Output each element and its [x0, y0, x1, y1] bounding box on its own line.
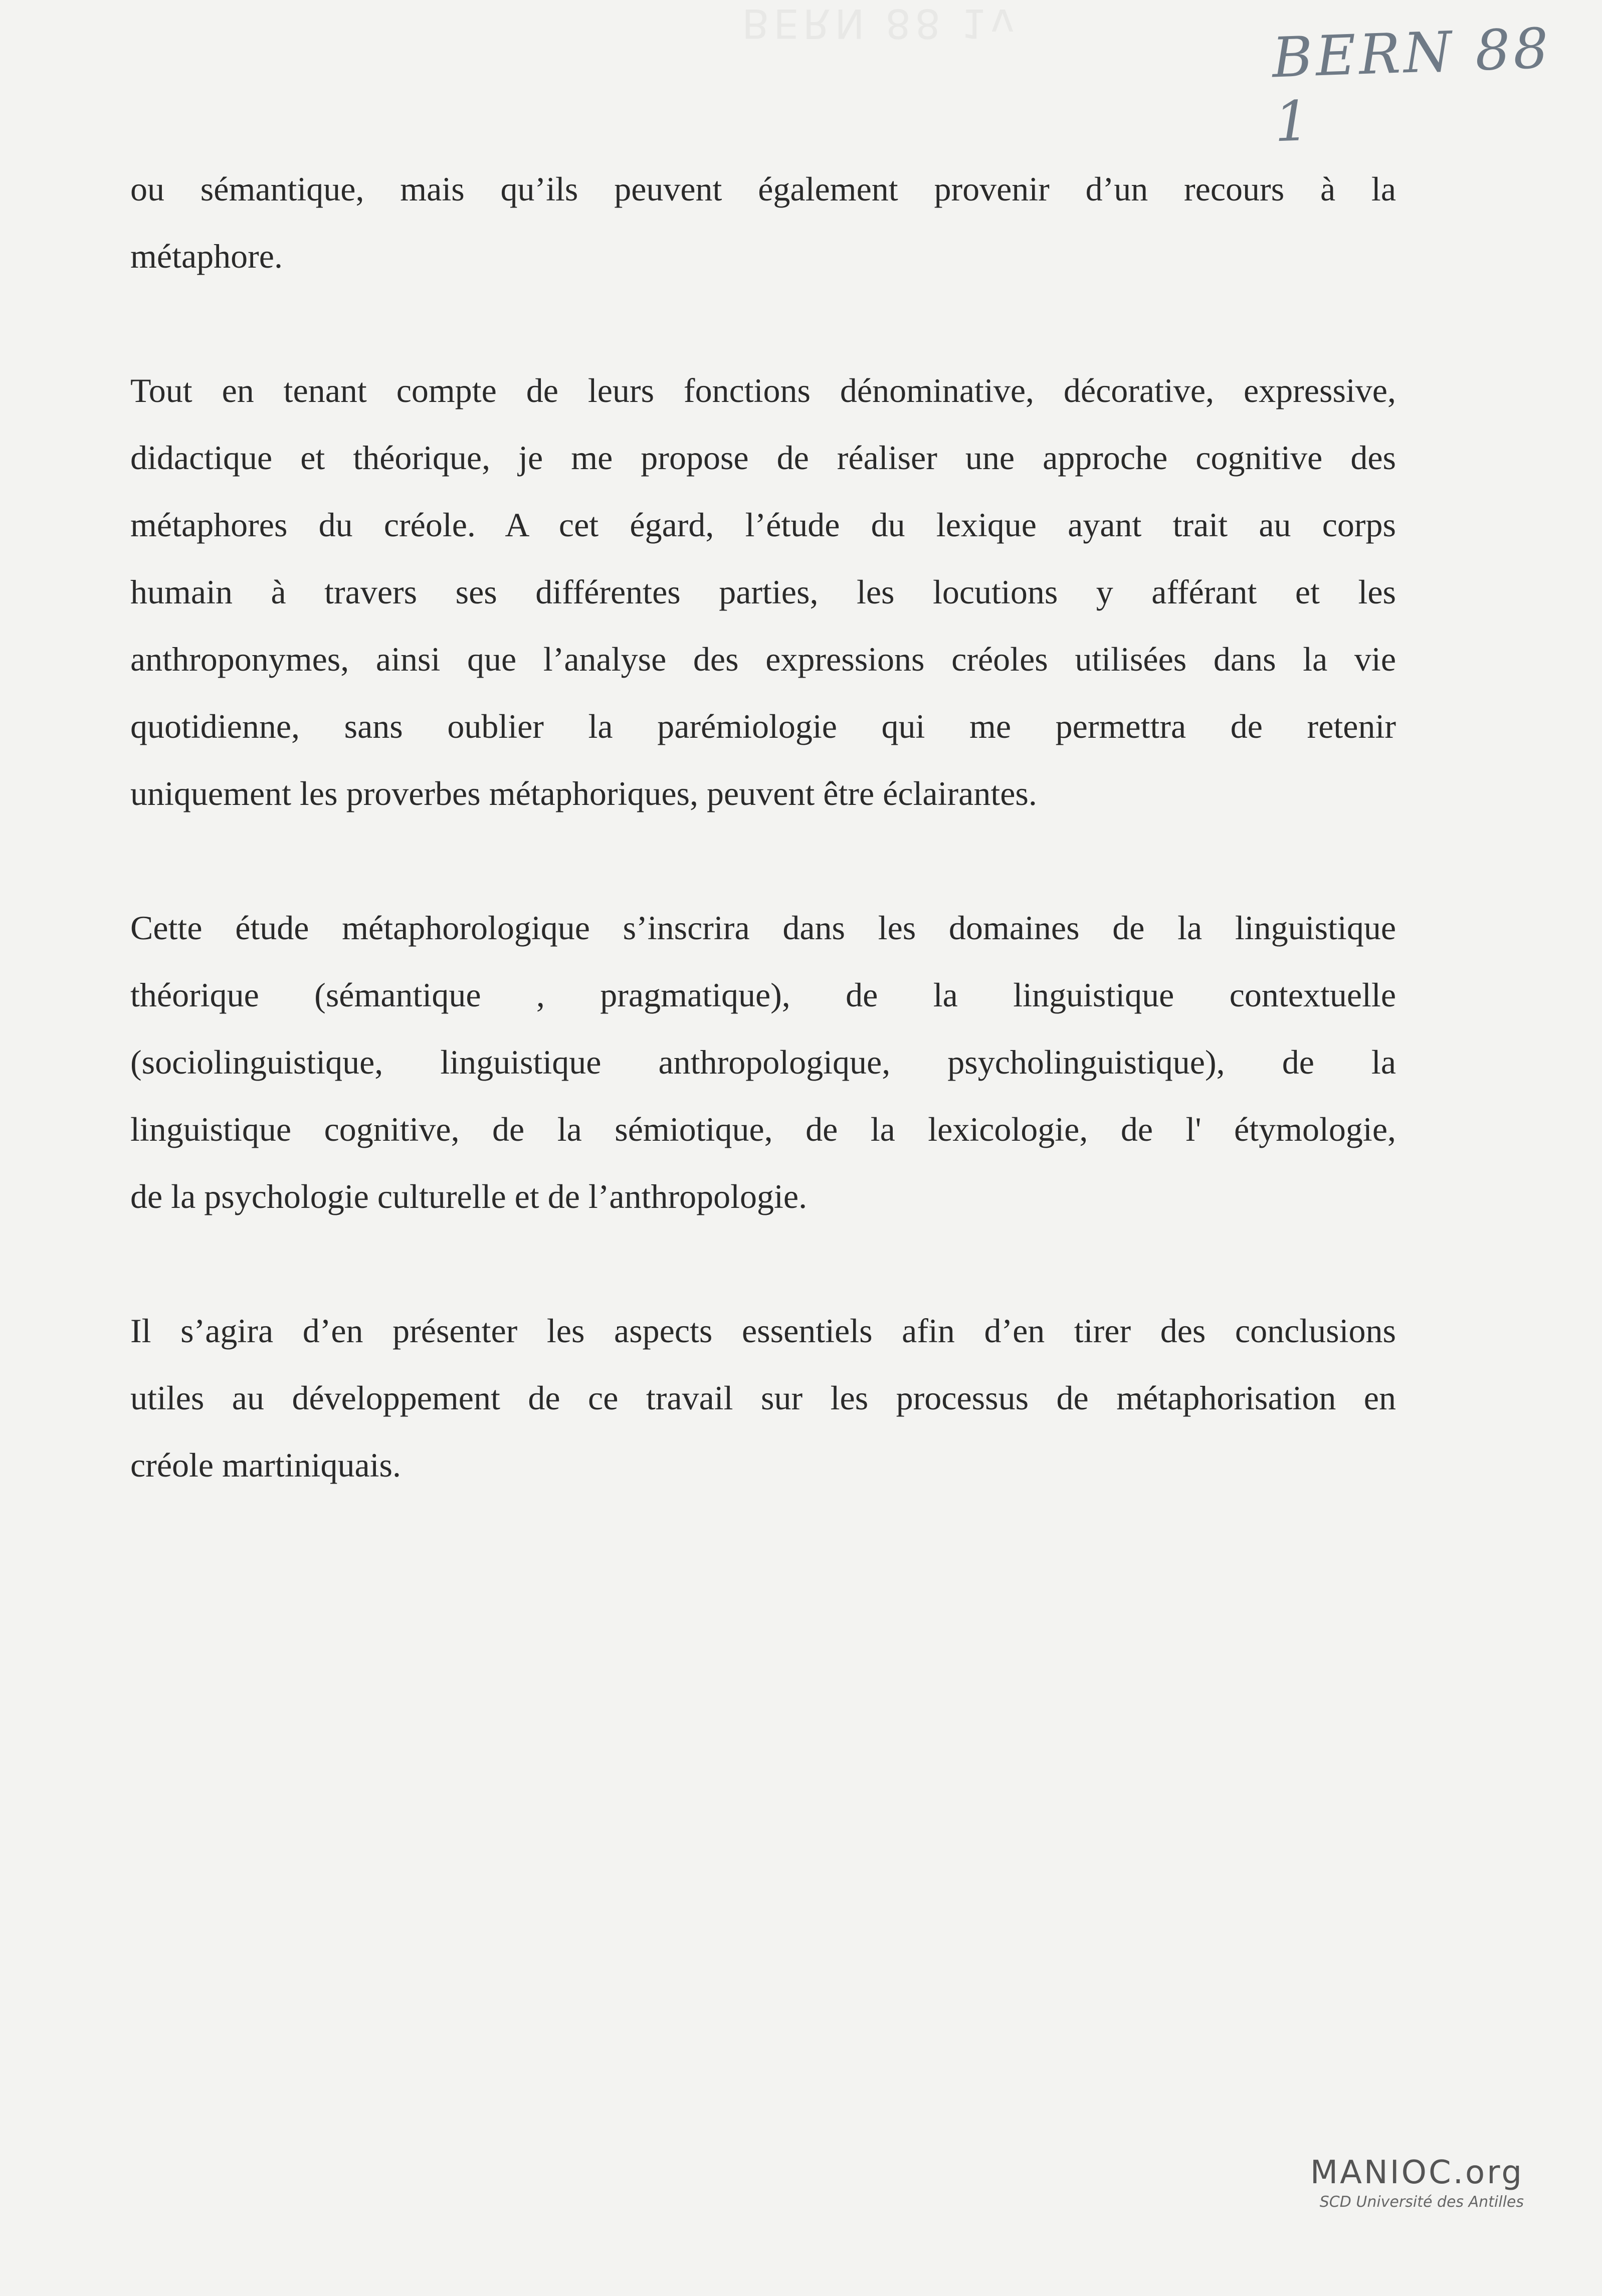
- text-line: métaphore.: [130, 237, 283, 275]
- text-line: anthroponymes, ainsi que l’analyse des expressions créoles utilisées dans la vie: [130, 640, 1396, 678]
- text-line: Tout en tenant compte de leurs fonctions dénominative, décorative, expressive,: [130, 371, 1396, 409]
- paragraph-4: [130, 1297, 1396, 1499]
- logo-title: MANIOC.org: [1310, 2154, 1524, 2191]
- text-line: Cette étude métaphorologique s’inscrira dans les domaines de la linguistique: [130, 909, 1396, 947]
- bleed-through-reference: BERN 88 1v: [742, 0, 1019, 47]
- text-line: humain à travers ses différentes parties, les locutions y afférant et les: [130, 573, 1396, 611]
- logo-subtitle: SCD Université des Antilles: [1319, 2193, 1524, 2211]
- text-line: métaphores du créole. A cet égard, l’étude du lexique ayant trait au corps: [130, 506, 1396, 544]
- text-line: ou sémantique, mais qu’ils peuvent également provenir d’un recours à la: [130, 170, 1396, 208]
- text-line: didactique et théorique, je me propose de réaliser une approche cognitive des: [130, 439, 1396, 477]
- paragraph-3: [130, 894, 1396, 1230]
- paragraph-1: [130, 155, 1396, 290]
- text-line: utiles au développement de ce travail sur les processus de métaphorisation en: [130, 1379, 1396, 1417]
- text-line: théorique (sémantique , pragmatique), de la linguistique contextuelle: [130, 976, 1396, 1014]
- text-line: (sociolinguistique, linguistique anthropologique, psycholinguistique), de la: [130, 1043, 1396, 1081]
- paragraph-2: [130, 357, 1396, 827]
- body-text: [130, 155, 1396, 1566]
- text-line: quotidienne, sans oublier la parémiologie qui me permettra de retenir: [130, 707, 1396, 745]
- text-line: de la psychologie culturelle et de l’anthropologie.: [130, 1177, 808, 1215]
- text-line: linguistique cognitive, de la sémiotique, de la lexicologie, de l' étymologie,: [130, 1110, 1396, 1148]
- text-line: Il s’agira d’en présenter les aspects essentiels afin d’en tirer des conclusions: [130, 1312, 1396, 1350]
- text-line: créole martiniquais.: [130, 1446, 402, 1484]
- manioc-logo: [1303, 2154, 1524, 2211]
- handwritten-reference: BERN 88 1: [1271, 16, 1553, 154]
- text-line: uniquement les proverbes métaphoriques, peuvent être éclairantes.: [130, 774, 1037, 812]
